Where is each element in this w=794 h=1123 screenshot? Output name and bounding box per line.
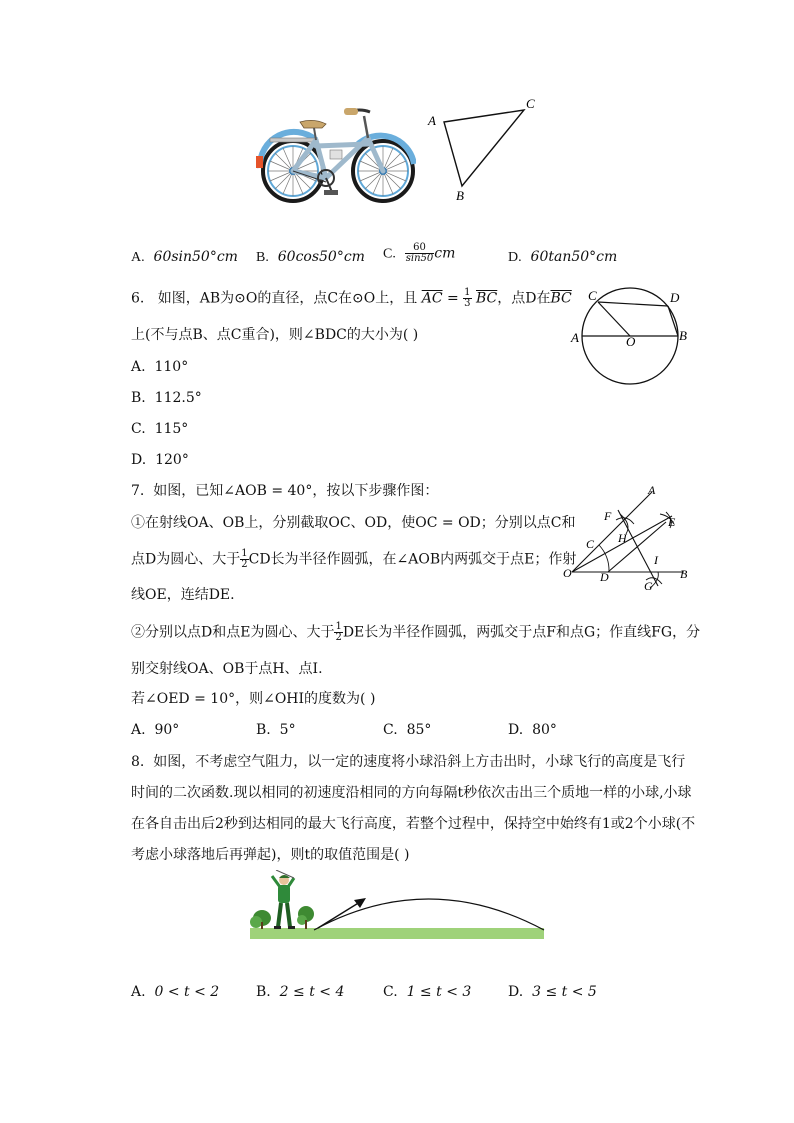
q6-text-tail: ，点D在 (497, 290, 551, 307)
q7-option-c[interactable] (383, 720, 431, 740)
option-letter: D. (508, 984, 524, 1000)
fraction-half: $\frac{1}{2}$ (335, 621, 342, 643)
q7-text: ②分别以点D和点E为圆心、大于 (131, 624, 335, 641)
q5-option-d[interactable] (508, 247, 617, 268)
label-c: C (586, 537, 595, 551)
option-text: 5° (279, 722, 296, 738)
q6-line1 (131, 288, 572, 309)
question-number: 7. (131, 483, 145, 499)
q6-text: 如图，AB为⊙O的直径，点C在⊙O上，且 (157, 290, 418, 307)
q7-intro (131, 481, 438, 501)
fraction: $\frac{60}{\sin 50}$ (405, 242, 434, 264)
golfer-icon (272, 870, 295, 929)
label-o: O (626, 334, 636, 349)
question-number: 8. (131, 754, 145, 770)
circle-o-figure (568, 284, 698, 388)
label-c: C (588, 288, 597, 303)
option-letter: C. (383, 722, 398, 738)
option-text: 120° (155, 452, 189, 468)
option-text: 0 < t < 2 (154, 984, 220, 1000)
q5-option-c[interactable] (383, 243, 455, 265)
label-e: E (668, 515, 676, 529)
q6-option-d[interactable] (131, 450, 189, 470)
option-letter: C. (131, 421, 146, 437)
label-b: B (456, 188, 464, 203)
label-g: G (644, 579, 653, 593)
option-letter: A. (131, 984, 146, 1000)
q8-option-a[interactable] (131, 982, 219, 1002)
label-d: D (600, 570, 609, 584)
option-text: 110° (154, 359, 189, 375)
q8-text: 如图，不考虑空气阻力，以一定的速度将小球沿斜上方击出时，小球飞行的高度是飞行 (153, 754, 686, 770)
q8-line1 (131, 752, 685, 772)
equals: = (446, 290, 459, 307)
option-letter: B. (256, 984, 271, 1000)
q7-option-a[interactable] (131, 720, 179, 740)
option-text: 112.5° (154, 390, 202, 406)
grass-strip (250, 928, 544, 939)
option-letter: A. (131, 359, 146, 375)
bush-icon (250, 910, 271, 929)
label-b: B (679, 328, 687, 343)
q8-line3: 在各自击出后2秒到达相同的最大飞行高度，若整个过程中，保持空中始终有1或2个小球(不 (131, 816, 696, 832)
option-text: 1 ≤ t < 3 (406, 984, 472, 1000)
q7-step2-line2: 别交射线OA、OB于点H、点I. (131, 661, 323, 677)
q7-text: 点D为圆心、大于 (131, 551, 241, 568)
label-a: A (428, 113, 436, 128)
label-b: B (680, 567, 688, 581)
option-letter: C. (383, 246, 396, 262)
q8-option-c[interactable] (383, 982, 471, 1002)
q7-text: CD长为半径作圆弧，在∠AOB内两弧交于点E；作射 (248, 551, 577, 568)
arc-bc: $\overline{BC}$ (550, 290, 572, 307)
option-letter: B. (256, 722, 271, 738)
q5-option-b[interactable] (256, 247, 365, 268)
q8-line2: 时间的二次函数.现以相同的初速度沿相同的方向每隔t秒依次击出三个质地一样的小球,小球 (131, 785, 692, 801)
q8-line4: 考虑小球落地后再弹起)，则t的取值范围是( ) (131, 847, 410, 863)
option-letter: A. (131, 722, 146, 738)
label-i: I (654, 553, 658, 567)
angle-construction-figure (562, 480, 696, 594)
option-letter: B. (256, 250, 269, 265)
option-text: 60cos50°cm (277, 249, 365, 265)
label-o: O (563, 566, 572, 580)
arc-ac: $\overline{AC}$ (421, 290, 443, 307)
q8-option-d[interactable] (508, 982, 597, 1002)
option-unit: cm (434, 245, 456, 262)
arrow-head-icon (354, 898, 366, 908)
arc-bc: $\overline{BC}$ (476, 290, 498, 307)
question-number: 6. (131, 290, 145, 307)
option-letter: B. (131, 390, 146, 406)
label-a: A (648, 483, 656, 497)
fraction-one-third: $\frac{1}{3}$ (464, 287, 471, 309)
label-a: A (571, 330, 579, 345)
option-text: 60sin50°cm (153, 249, 238, 265)
option-text: 80° (532, 722, 557, 738)
q7-step1-line3: 线OE，连结DE. (131, 587, 235, 603)
q7-step1-line2 (131, 549, 576, 570)
option-text: 90° (154, 722, 180, 738)
label-c: C (526, 96, 535, 111)
fraction-half: $\frac{1}{2}$ (241, 548, 248, 570)
q8-option-b[interactable] (256, 982, 344, 1002)
option-letter: D. (508, 250, 522, 265)
option-letter: D. (508, 722, 524, 738)
q7-step1-line1: ①在射线OA、OB上，分别截取OC、OD，使OC = OD；分别以点C和 (131, 515, 576, 531)
q7-intro-text: 如图，已知∠AOB = 40°，按以下步骤作图： (153, 483, 439, 499)
q6-option-a[interactable] (131, 357, 188, 377)
q7-question: 若∠OED = 10°，则∠OHI的度数为( ) (131, 691, 376, 707)
option-text: 115° (154, 421, 189, 437)
option-text: 2 ≤ t < 4 (279, 984, 345, 1000)
bicycle-figure (256, 98, 416, 206)
triangle-abc-figure (422, 94, 552, 206)
option-letter: A. (131, 250, 145, 265)
option-letter: C. (383, 984, 398, 1000)
trajectory-curve (314, 899, 544, 930)
q5-option-a[interactable] (131, 247, 238, 268)
label-d: D (670, 290, 680, 305)
label-f: F (604, 509, 612, 523)
q7-option-b[interactable] (256, 720, 296, 740)
q7-text: DE长为半径作圆弧，两弧交于点F和点G；作直线FG，分 (342, 624, 701, 641)
q6-line2: 上(不与点B、点C重合)，则∠BDC的大小为( ) (131, 327, 419, 343)
q6-option-c[interactable] (131, 419, 188, 439)
q7-option-d[interactable] (508, 720, 557, 740)
option-letter: D. (131, 452, 147, 468)
q7-step2-line1 (131, 622, 700, 643)
option-text: 85° (406, 722, 432, 738)
option-text: 60tan50°cm (530, 249, 618, 265)
bush-icon (297, 906, 314, 929)
golf-trajectory-figure (248, 870, 546, 944)
q6-option-b[interactable] (131, 388, 202, 408)
option-text: 3 ≤ t < 5 (532, 984, 597, 1000)
label-h: H (618, 531, 627, 545)
